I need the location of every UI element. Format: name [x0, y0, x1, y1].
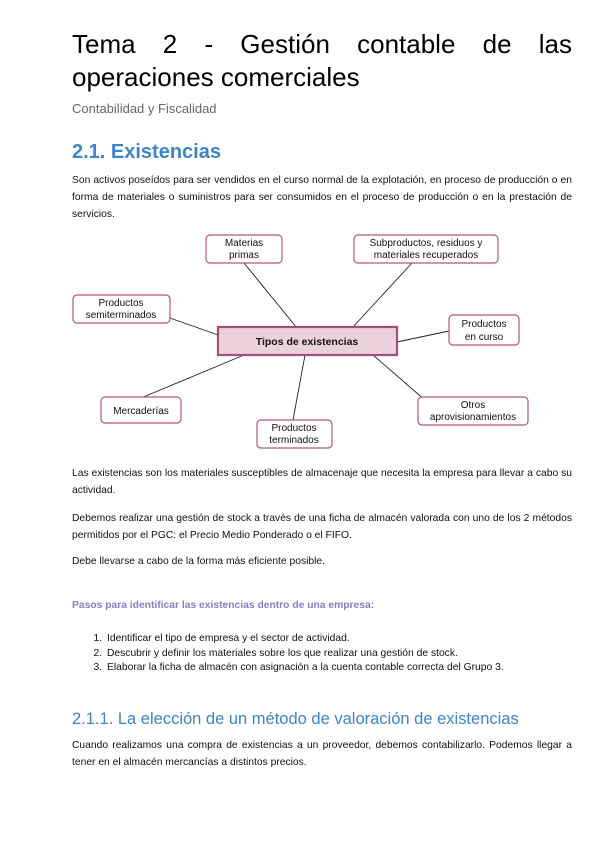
node-center	[218, 327, 397, 355]
paragraph-eficiencia: Debe llevarse a cabo de la forma más eficiente posible.	[72, 556, 325, 567]
svg-text:Mercaderías: Mercaderías	[113, 406, 169, 417]
svg-text:terminados: terminados	[269, 435, 319, 446]
section-heading: 2.1. Existencias	[72, 141, 221, 163]
node-otros-aprovisionamientos	[418, 397, 528, 425]
node-subproductos	[354, 235, 498, 263]
page-title: Tema 2 - Gestión contable de las operaciones comerciales	[72, 29, 572, 92]
svg-text:Otros: Otros	[460, 400, 486, 411]
edge-en-curso	[397, 331, 449, 342]
steps-list	[72, 632, 600, 676]
svg-text:en curso: en curso	[464, 332, 504, 343]
svg-text:Subproductos, residuos y: Subproductos, residuos y	[369, 238, 483, 249]
edge-semiterminados	[170, 318, 218, 335]
paragraph-existencias: Las existencias son los materiales susceptibles de almacenaje que necesita la empresa para llevar a cabo su actividad.	[72, 468, 572, 496]
steps-heading: Pasos para identificar las existencias dentro de una empresa:	[72, 600, 375, 611]
edge-mercaderias	[141, 355, 244, 398]
list-item: 2. Descubrir y definir los materiales sobre los que realizar una gestión de stock.	[105, 647, 600, 662]
center-label: Tipos de existencias	[255, 336, 359, 348]
svg-text:Productos: Productos	[271, 423, 317, 434]
node-productos-en-curso	[449, 315, 519, 345]
page-subtitle: Contabilidad y Fiscalidad	[72, 101, 217, 116]
svg-text:materiales recuperados: materiales recuperados	[373, 250, 479, 261]
edge-otros	[373, 355, 426, 401]
node-mercaderias	[101, 397, 181, 423]
svg-text:semiterminados: semiterminados	[85, 310, 157, 321]
svg-text:Productos: Productos	[461, 319, 507, 330]
subsection-heading: 2.1.1. La elección de un método de valoración de existencias	[72, 710, 519, 728]
list-item: 1. Identificar el tipo de empresa y el sector de actividad.	[105, 632, 600, 647]
edge-terminados	[293, 355, 305, 420]
svg-text:Productos: Productos	[98, 298, 144, 309]
node-materias-primas	[206, 235, 282, 263]
svg-text:aprovisionamientos: aprovisionamientos	[429, 412, 517, 423]
edge-materias	[244, 263, 297, 328]
paragraph-gestion-stock: Debemos realizar una gestión de stock a través de una ficha de almacén valorada con uno de los 2 métodos permitidos por el PGC: el Precio Medio Ponderado o el FIFO.	[72, 513, 572, 541]
svg-text:primas: primas	[228, 250, 260, 261]
node-productos-terminados	[257, 420, 332, 448]
subsection-paragraph: Cuando realizamos una compra de existencias a un proveedor, debemos contabilizarlo. Podemos llegar a tener en el almacén mercancías a distintos precios.	[72, 740, 572, 768]
svg-text:Materias: Materias	[224, 238, 264, 249]
intro-paragraph: Son activos poseídos para ser vendidos en el curso normal de la explotación, en proceso de producción o en forma de materiales o suministros para ser consumidos en el proceso de producción o en la prestación de servicios.	[72, 175, 572, 220]
edge-subproductos	[352, 263, 412, 328]
list-item: 3. Elaborar la ficha de almacén con asignación a la cuenta contable correcta del Grupo 3.	[105, 661, 600, 676]
node-productos-semiterminados	[73, 295, 170, 323]
